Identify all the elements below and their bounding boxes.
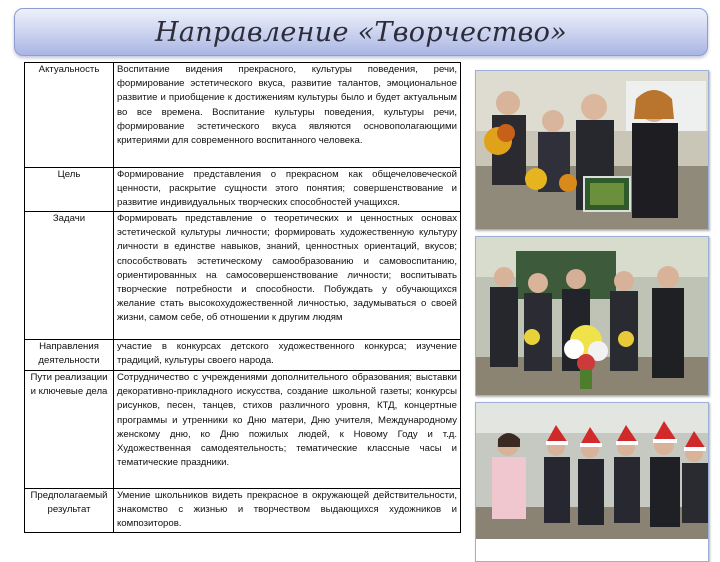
row-text-goal: Формирование представления о прекрасном как общечеловеческой ценности, раскрытие сущности этого понятия; совершенствование и развитие индивидуальных творческих способностей учащихся. bbox=[114, 168, 461, 212]
title-banner bbox=[14, 8, 708, 56]
photo-students-autumn-icon bbox=[475, 70, 709, 230]
table-row bbox=[25, 212, 461, 340]
page-title: Направление «Творчество» bbox=[154, 16, 567, 48]
table-row bbox=[25, 371, 461, 489]
photo-students-santa-hats-icon bbox=[475, 402, 709, 562]
row-text-tasks: Формировать представление о теоретических и ценностных основах эстетической культуры личности; формировать художественную культуру личности в единстве навыков, знаний, ценностных ориентаций, вкусов; способствовать эстетическому самообразованию и самовоспитанию, ориентированных на самосовершенствование личности; воспитывать творческие потребности и способности. Побуждать у обучающихся желание стать высокохудожественной личностью, задумываться о своей жизни, самом себе, об отношении к другим людям bbox=[114, 212, 461, 340]
photo-students-flowers-icon bbox=[475, 236, 709, 396]
row-text-result: Умение школьников видеть прекрасное в окружающей действительности, знакомство с жизнью и творчеством выдающихся художников и композиторов. bbox=[114, 489, 461, 533]
row-label-ways: Пути реализации и ключевые дела bbox=[25, 371, 114, 489]
table-row bbox=[25, 63, 461, 168]
info-table bbox=[24, 62, 461, 533]
row-text-ways: Сотрудничество с учреждениями дополнительного образования; выставки декоративно-прикладного искусства, создание школьной газеты; конкурсы рисунков, песен, танцев, стихов различного уровня, КТД, концертные программы и утренники ко Дню матери, Дню учителя, Международному женскому дню, ко Дню пожилых людей, к Новому Году и т.д. Художественная самодеятельность; тематические классные часы и тематические праздники. bbox=[114, 371, 461, 489]
row-text-directions: участие в конкурсах детского художественного конкурса; изучение традиций, культуры своего народа. bbox=[114, 340, 461, 371]
row-label-relevance: Актуальность bbox=[25, 63, 114, 168]
row-label-goal: Цель bbox=[25, 168, 114, 212]
table-row bbox=[25, 340, 461, 371]
row-label-tasks: Задачи bbox=[25, 212, 114, 340]
row-label-result: Предполагаемый результат bbox=[25, 489, 114, 533]
table-row bbox=[25, 489, 461, 533]
table-row bbox=[25, 168, 461, 212]
row-text-relevance: Воспитание видения прекрасного, культуры поведения, речи, формирование эстетического вкуса, развитие талантов, эмоциональное развитие и приобщение к достижениям культуры было и будет актуальным во все времена. Воспитание культуры поведения, культуры речи, формирование эстетического вкуса являются основополагающими критериями для современного воспитанного человека. bbox=[114, 63, 461, 168]
row-label-directions: Направления деятельности bbox=[25, 340, 114, 371]
